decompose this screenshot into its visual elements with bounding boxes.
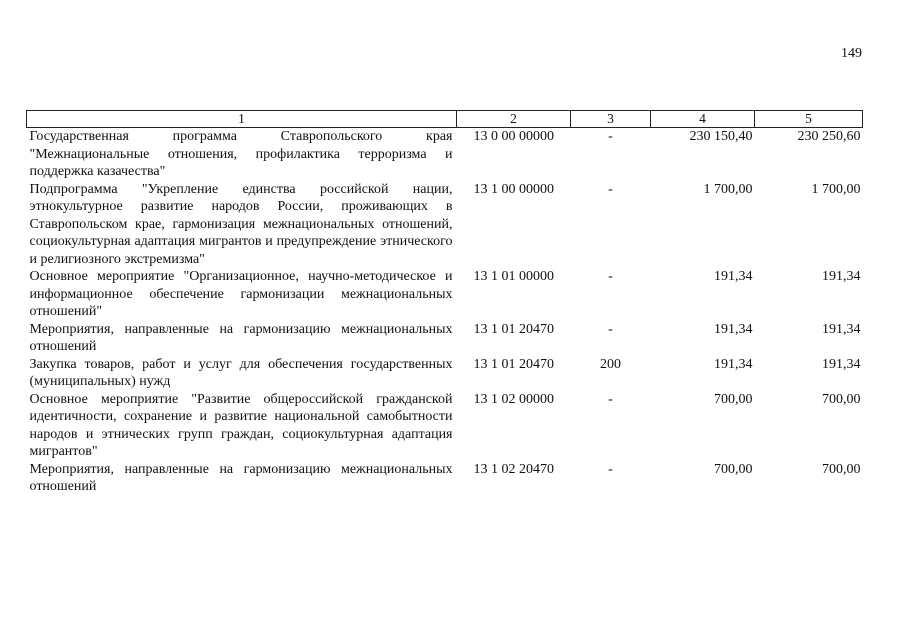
table-row xyxy=(27,128,863,181)
row-sum-2: 191,34 xyxy=(822,321,861,337)
row-code: 13 1 01 00000 xyxy=(473,269,554,284)
table-body xyxy=(27,128,863,496)
table-row xyxy=(27,356,863,391)
row-sum-1: 191,34 xyxy=(714,321,753,337)
row-sum-1: 191,34 xyxy=(714,356,753,372)
row-sum-1: 700,00 xyxy=(714,461,753,477)
row-sum-2: 700,00 xyxy=(822,391,861,407)
header-row xyxy=(27,111,863,128)
row-type: - xyxy=(608,129,613,144)
row-sum-1: 1 700,00 xyxy=(703,181,753,197)
row-code: 13 1 01 20470 xyxy=(473,356,554,372)
row-type: - xyxy=(608,269,613,284)
header-col-3: 3 xyxy=(571,111,651,128)
table-header xyxy=(27,111,863,128)
row-name: Основное мероприятие "Развитие общероссийской гражданской идентичности, сохранение и развитие национальной самобытности народов и этнических групп граждан, социокультурная адаптация мигрантов" xyxy=(29,391,453,459)
table-row xyxy=(27,268,863,321)
table-row xyxy=(27,461,863,496)
row-sum-2: 191,34 xyxy=(822,356,861,372)
row-sum-1: 191,34 xyxy=(714,269,753,284)
header-col-4: 4 xyxy=(651,111,755,128)
page-number: 149 xyxy=(841,46,862,61)
table-row xyxy=(27,321,863,356)
header-col-2: 2 xyxy=(457,111,571,128)
row-name: Основное мероприятие "Организационное, научно-методическое и информационное обеспечение гармонизации межнациональных отношений" xyxy=(29,269,453,319)
row-name: Подпрограмма "Укрепление единства российской нации, этнокультурное развитие народов России, проживающих в Ставропольском крае, гармонизация межнациональных отношений, социокультурная адаптация мигрантов и предупреждение этнического и религиозного экстремизма" xyxy=(29,181,453,267)
row-type: 200 xyxy=(600,356,621,372)
row-code: 13 0 00 00000 xyxy=(473,129,554,144)
row-type: - xyxy=(608,391,613,407)
table-row xyxy=(27,391,863,461)
row-type: - xyxy=(608,181,613,197)
row-sum-2: 191,34 xyxy=(822,269,861,284)
header-col-1: 1 xyxy=(27,111,457,128)
budget-table xyxy=(26,110,863,496)
row-code: 13 1 02 00000 xyxy=(473,391,554,407)
row-code: 13 1 02 20470 xyxy=(473,461,554,477)
row-sum-1: 230 150,40 xyxy=(689,129,753,144)
row-sum-2: 700,00 xyxy=(822,461,861,477)
row-sum-1: 700,00 xyxy=(714,391,753,407)
row-type: - xyxy=(608,461,613,477)
row-code: 13 1 00 00000 xyxy=(473,181,554,197)
row-name: Мероприятия, направленные на гармонизацию межнациональных отношений xyxy=(29,321,453,354)
row-name: Закупка товаров, работ и услуг для обеспечения государственных (муниципальных) нужд xyxy=(29,356,453,389)
header-col-5: 5 xyxy=(755,111,863,128)
row-sum-2: 230 250,60 xyxy=(797,129,861,144)
row-code: 13 1 01 20470 xyxy=(473,321,554,337)
row-name: Мероприятия, направленные на гармонизацию межнациональных отношений xyxy=(29,461,453,494)
row-type: - xyxy=(608,321,613,337)
table-row xyxy=(27,181,863,269)
row-name: Государственная программа Ставропольского края "Межнациональные отношения, профилактика терроризма и поддержка казачества" xyxy=(29,129,453,179)
row-sum-2: 1 700,00 xyxy=(811,181,861,197)
